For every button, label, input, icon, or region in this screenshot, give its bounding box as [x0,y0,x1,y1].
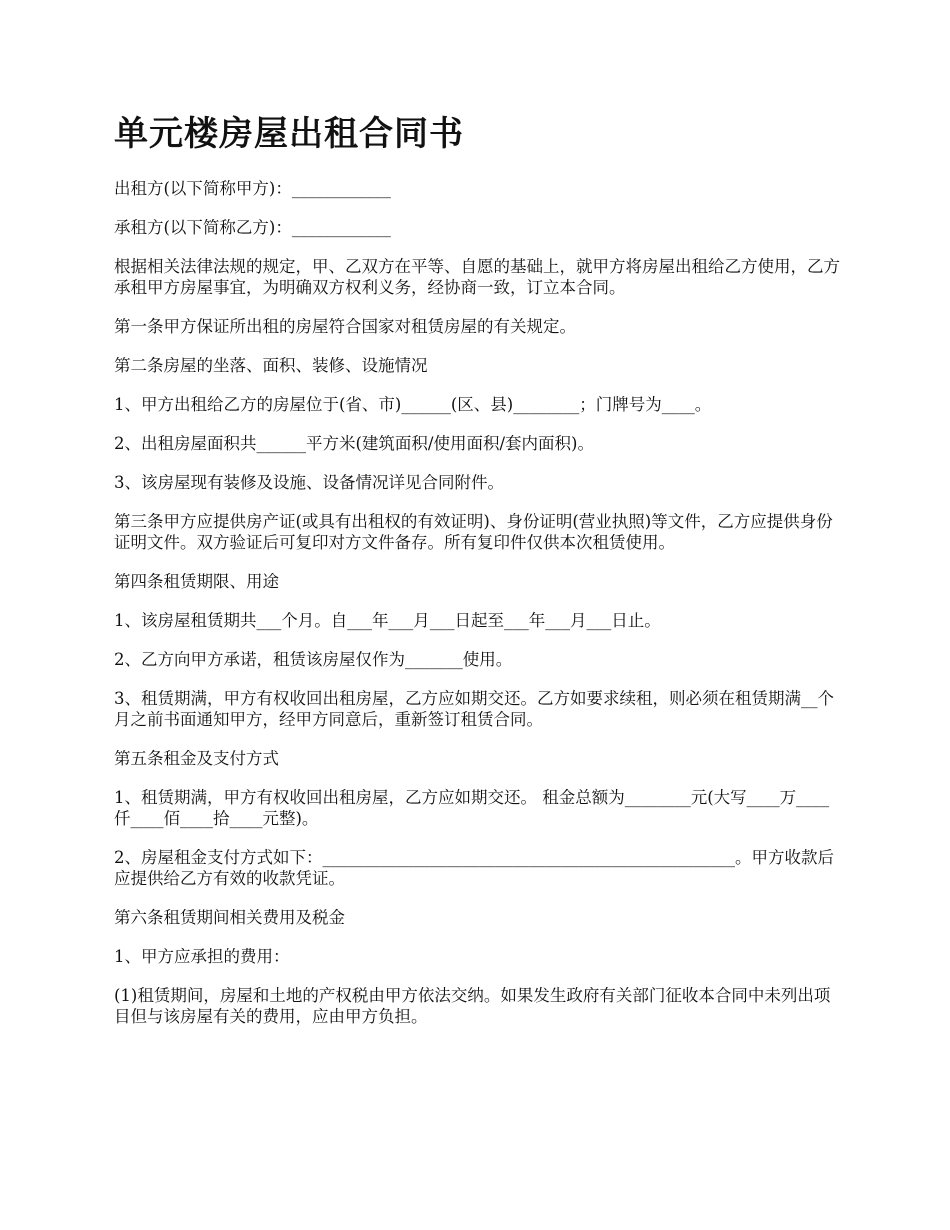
article-5-item-1: 1、租赁期满，甲方有权收回出租房屋，乙方应如期交还。 租金总额为________元(大写____万____仟____佰____拾____元整)。 [114,788,830,828]
article-2-item-2: 2、出租房屋面积共______平方米(建筑面积/使用面积/套内面积)。 [114,434,594,453]
article-5-heading: 第五条租金及支付方式 [114,749,279,768]
article-3: 第三条甲方应提供房产证(或具有出租权的有效证明)、身份证明(营业执照)等文件，乙方应提供身份证明文件。双方验证后可复印对方文件备存。所有复印件仅供本次租赁使用。 [114,512,833,552]
article-2-heading: 第二条房屋的坐落、面积、装修、设施情况 [114,356,428,375]
article-2-item-1: 1、甲方出租给乙方的房屋位于(省、市)______(区、县)________；门牌号为____。 [114,395,712,414]
article-6-item-1-sub-1: (1)租赁期间，房屋和土地的产权税由甲方依法交纳。如果发生政府有关部门征收本合同中未列出项目但与该房屋有关的费用，应由甲方负担。 [114,986,831,1026]
article-4-item-1: 1、该房屋租赁期共___个月。自___年___月___日起至___年___月___日止。 [114,611,661,630]
document-page [114,110,844,1045]
article-5-item-2: 2、房屋租金支付方式如下：__________________________________________________。甲方收款后应提供给乙方有效的收款凭证。 [114,848,834,888]
article-1: 第一条甲方保证所出租的房屋符合国家对租赁房屋的有关规定。 [114,317,576,336]
article-6-item-1: 1、甲方应承担的费用： [114,947,290,966]
article-2-item-3: 3、该房屋现有装修及设施、设备情况详见合同附件。 [114,473,504,492]
article-4-heading: 第四条租赁期限、用途 [114,572,279,591]
document-title: 单元楼房屋出租合同书 [114,114,464,154]
preamble: 根据相关法律法规的规定，甲、乙双方在平等、自愿的基础上，就甲方将房屋出租给乙方使用，乙方承租甲方房屋事宜，为明确双方权利义务，经协商一致，订立本合同。 [114,257,840,297]
article-4-item-3: 3、租赁期满，甲方有权收回出租房屋，乙方应如期交还。乙方如要求续租，则必须在租赁期满__个月之前书面通知甲方，经甲方同意后，重新签订租赁合同。 [114,689,834,729]
article-6-heading: 第六条租赁期间相关费用及税金 [114,908,345,927]
party-b-line: 承租方(以下简称乙方)：____________ [114,218,391,237]
article-4-item-2: 2、乙方向甲方承诺，租赁该房屋仅作为_______使用。 [114,650,513,669]
party-a-line: 出租方(以下简称甲方)：____________ [114,179,391,198]
